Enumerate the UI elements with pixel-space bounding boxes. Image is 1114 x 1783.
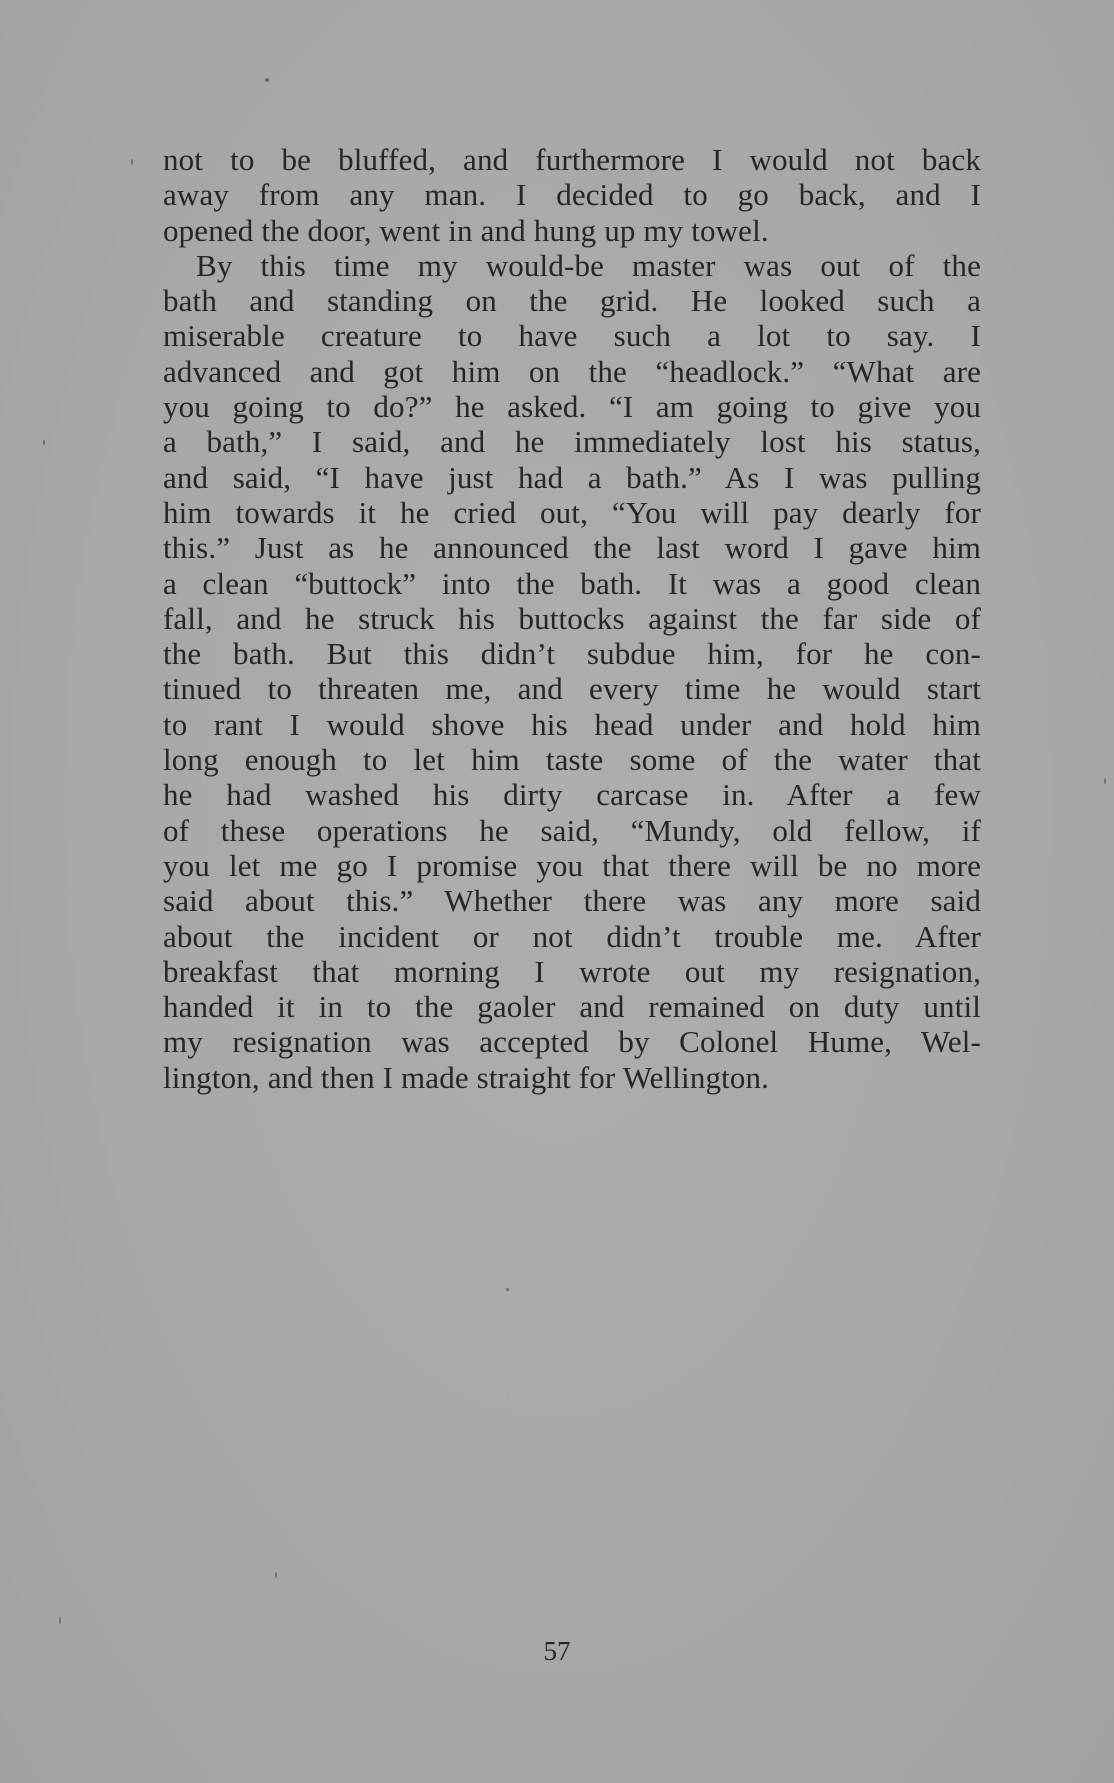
text-line: fall, and he struck his buttocks against the far side of (163, 600, 981, 636)
text-line: miserable creature to have such a lot to say. I (163, 318, 981, 354)
paragraph-first-line: By this time my would-be master was out of the (196, 247, 981, 283)
text-line: said about this.” Whether there was any more said (163, 883, 981, 919)
text-line: you let me go I promise you that there will be no more (163, 847, 981, 883)
text-line: away from any man. I decided to go back, and I (163, 177, 981, 213)
text-line: he had washed his dirty carcase in. After a few (163, 777, 981, 813)
paper-speck (59, 1617, 61, 1624)
text-line: him towards it he cried out, “You will pay dearly for (163, 494, 981, 530)
text-line: this.” Just as he announced the last word I gave him (163, 530, 981, 566)
text-line: a clean “buttock” into the bath. It was a good clean (163, 565, 981, 601)
paper-speck (275, 1572, 277, 1578)
text-line: a bath,” I said, and he immediately lost his status, (163, 424, 981, 460)
text-line: my resignation was accepted by Colonel Hume, Wel- (163, 1024, 981, 1060)
text-line: handed it in to the gaoler and remained on duty until (163, 989, 981, 1025)
body-text (163, 142, 981, 1095)
text-line: lington, and then I made straight for Wellington. (163, 1059, 770, 1095)
paper-speck (1104, 778, 1106, 784)
text-line: long enough to let him taste some of the water that (163, 742, 981, 778)
text-line: of these operations he said, “Mundy, old fellow, if (163, 812, 981, 848)
text-line: you going to do?” he asked. “I am going to give you (163, 389, 981, 425)
paper-speck (43, 440, 45, 445)
text-line: advanced and got him on the “headlock.” “What are (163, 353, 981, 389)
text-line: breakfast that morning I wrote out my resignation, (163, 953, 981, 989)
text-line: tinued to threaten me, and every time he would start (163, 671, 981, 707)
paper-speck (131, 159, 133, 165)
text-line: about the incident or not didn’t trouble me. After (163, 918, 981, 954)
paper-speck (506, 1288, 509, 1291)
text-line: to rant I would shove his head under and hold him (163, 706, 981, 742)
page-number: 57 (543, 1636, 571, 1666)
text-line: bath and standing on the grid. He looked such a (163, 283, 981, 319)
text-line: and said, “I have just had a bath.” As I was pulling (163, 459, 981, 495)
text-line: the bath. But this didn’t subdue him, for he con- (163, 636, 981, 672)
text-line: opened the door, went in and hung up my towel. (163, 212, 769, 248)
paper-speck (265, 78, 269, 82)
text-line: not to be bluffed, and furthermore I would not back (163, 142, 981, 177)
